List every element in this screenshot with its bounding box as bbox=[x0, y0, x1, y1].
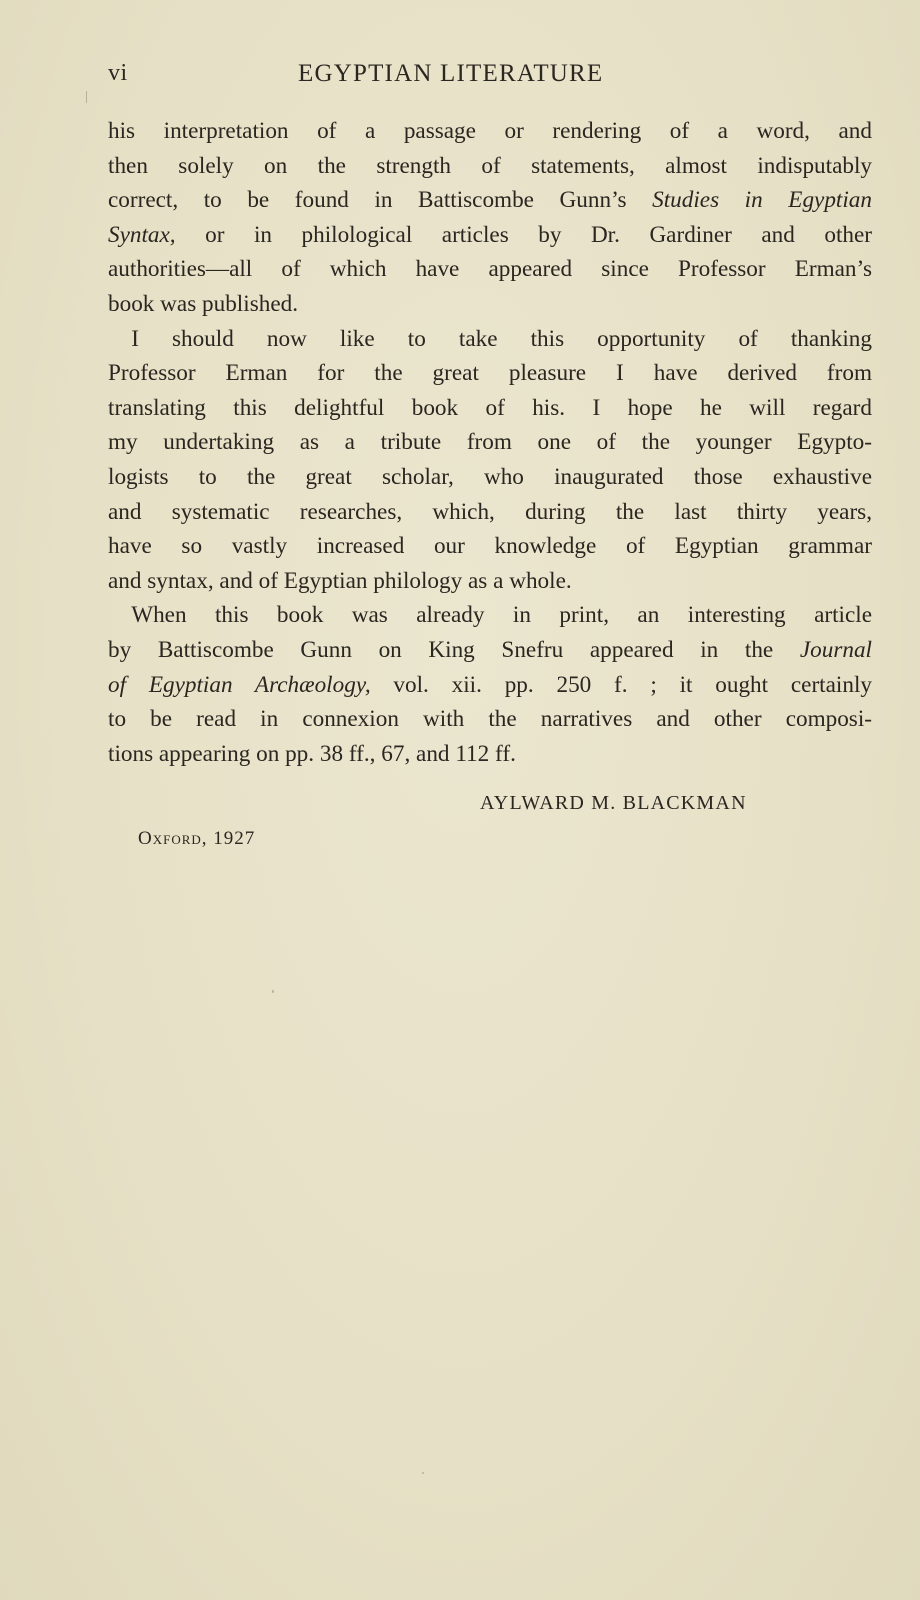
paper-speck bbox=[86, 91, 87, 103]
line-text: logists to the great scholar, who inaugurated those exhaustive bbox=[108, 463, 872, 490]
line-text: and systematic researches, which, during the last thirty years, bbox=[108, 498, 872, 525]
paragraph bbox=[108, 114, 872, 322]
text-line bbox=[108, 149, 872, 184]
text-line bbox=[108, 495, 872, 530]
paragraph bbox=[108, 598, 872, 771]
text-line bbox=[108, 598, 872, 633]
text-line bbox=[108, 425, 872, 460]
line-text: I should now like to take this opportunity of thanking bbox=[131, 325, 872, 352]
running-head-title: EGYPTIAN LITERATURE bbox=[298, 60, 604, 87]
line-text: by Battiscombe Gunn on King Snefru appeared in the bbox=[108, 636, 800, 663]
line-text: When this book was already in print, an interesting article bbox=[131, 602, 872, 629]
line-text: or in philological articles by Dr. Gardiner and other bbox=[175, 221, 872, 248]
author-signature: AYLWARD M. BLACKMAN bbox=[480, 792, 747, 814]
text-line bbox=[108, 702, 872, 737]
text-line bbox=[108, 564, 872, 599]
line-text: authorities—all of which have appeared since Professor Erman’s bbox=[108, 256, 872, 283]
paper-speck bbox=[272, 990, 274, 993]
line-text: tions appearing on pp. 38 ff., 67, and 112 ff. bbox=[108, 740, 516, 767]
line-text: and syntax, and of Egyptian philology as a whole. bbox=[108, 567, 572, 594]
paragraph bbox=[108, 322, 872, 599]
text-line bbox=[108, 322, 872, 357]
italic-text: Journal bbox=[799, 636, 872, 663]
italic-text: Syntax, bbox=[108, 221, 176, 248]
page-number: vi bbox=[108, 60, 128, 86]
body-text bbox=[108, 114, 872, 771]
line-text: vol. xii. pp. 250 f. ; it ought certainly bbox=[370, 671, 872, 698]
line-text: translating this delightful book of his. I hope he will regard bbox=[108, 394, 872, 421]
paper-speck bbox=[422, 1472, 424, 1474]
text-line bbox=[108, 287, 872, 322]
line-text: then solely on the strength of statements, almost indisputably bbox=[108, 152, 872, 179]
text-line bbox=[108, 737, 872, 772]
text-line bbox=[108, 218, 872, 253]
text-line bbox=[108, 356, 872, 391]
italic-text: Studies in Egyptian bbox=[652, 187, 872, 214]
line-text: correct, to be found in Battiscombe Gunn’s bbox=[108, 187, 653, 214]
line-text: to be read in connexion with the narratives and other composi- bbox=[108, 706, 872, 733]
text-line bbox=[108, 391, 872, 426]
text-line bbox=[108, 529, 872, 564]
line-text: book was published. bbox=[108, 290, 298, 317]
running-head bbox=[108, 60, 808, 100]
text-line bbox=[108, 252, 872, 287]
place-date: Oxford, 1927 bbox=[138, 828, 256, 849]
line-text: his interpretation of a passage or rendering of a word, and bbox=[108, 118, 872, 144]
text-line bbox=[108, 460, 872, 495]
line-text: have so vastly increased our knowledge of Egyptian grammar bbox=[108, 533, 872, 560]
text-line bbox=[108, 668, 872, 703]
text-line bbox=[108, 633, 872, 668]
italic-text: of Egyptian Archæology, bbox=[108, 671, 371, 698]
text-line bbox=[108, 183, 872, 218]
text-line bbox=[108, 114, 872, 149]
line-text: Professor Erman for the great pleasure I have derived from bbox=[108, 360, 872, 387]
line-text: my undertaking as a tribute from one of the younger Egypto- bbox=[108, 429, 872, 456]
